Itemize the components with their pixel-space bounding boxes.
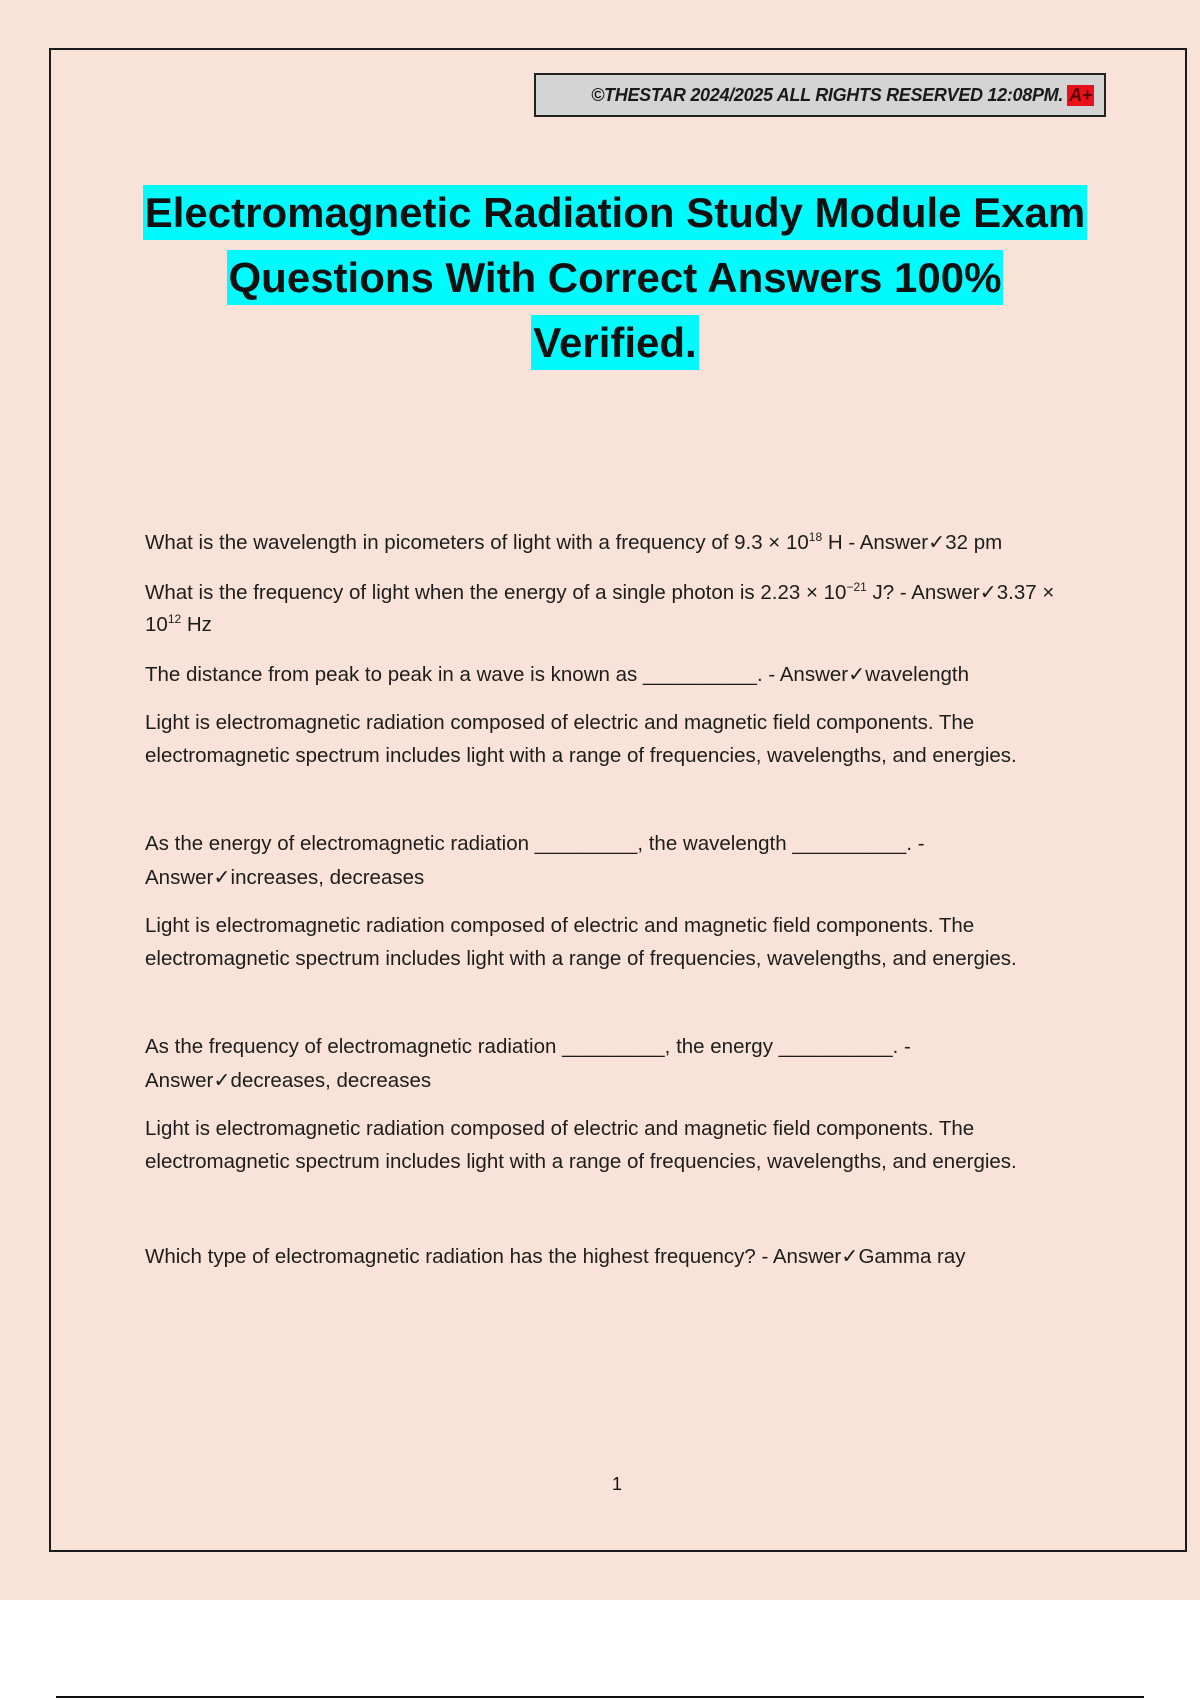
page-number: 1	[611, 1474, 622, 1494]
question-6-text: Which type of electromagnetic radiation has the highest frequency? - Answer	[145, 1245, 842, 1268]
question-5-text: As the frequency of electromagnetic radiation _________, the energy __________. - Answer	[145, 1035, 911, 1092]
question-5-answer: decreases, decreases	[230, 1068, 432, 1092]
check-icon: ✓	[213, 1067, 231, 1092]
question-3-answer: wavelength	[865, 662, 970, 686]
check-icon: ✓	[979, 579, 997, 604]
qa-content	[145, 526, 1085, 1290]
explanation-3: Light is electromagnetic radiation composed of electric and magnetic field components. The electromagnetic spectrum includes light with a range of frequencies, wavelengths, and energies.	[145, 1117, 1017, 1173]
copyright-header	[534, 73, 1106, 117]
question-4	[145, 828, 1085, 894]
explanation-2: Light is electromagnetic radiation composed of electric and magnetic field components. The electromagnetic spectrum includes light with a range of frequencies, wavelengths, and energies.	[145, 914, 1017, 970]
question-2	[145, 576, 1085, 642]
grade-badge: A+	[1069, 84, 1092, 105]
document-title	[110, 180, 1120, 375]
question-1-answer: 32 pm	[945, 531, 1003, 554]
check-icon: ✓	[928, 530, 946, 554]
explanation-1: Light is electromagnetic radiation composed of electric and magnetic field components. The electromagnetic spectrum includes light with a range of frequencies, wavelengths, and energies.	[145, 711, 1017, 767]
question-5	[145, 1031, 1085, 1097]
question-4-answer: increases, decreases	[230, 865, 425, 889]
question-2-answer-label: J? - Answer	[866, 580, 980, 604]
question-3-text: The distance from peak to peak in a wave is known as __________. - Answer	[145, 662, 849, 686]
question-1-answer-label: H - Answer	[822, 531, 929, 554]
footer-divider	[56, 1696, 1144, 1698]
question-1	[145, 526, 1085, 560]
question-4-text: As the energy of electromagnetic radiation _________, the wavelength __________. - Answer	[145, 832, 925, 889]
title-line-2: Questions With Correct Answers 100%	[227, 250, 1004, 305]
spacer	[145, 772, 1085, 828]
question-3	[145, 658, 1085, 692]
question-2-answer-exponent: 12	[167, 612, 182, 627]
title-line-3: Verified.	[531, 315, 698, 370]
spacer	[145, 975, 1085, 1031]
question-2-exponent: −21	[846, 579, 867, 594]
title-line-1: Electromagnetic Radiation Study Module Exam	[143, 185, 1088, 240]
question-2-answer: 3.37 × 10	[145, 580, 1055, 636]
question-2-text: What is the frequency of light when the energy of a single photon is 2.23 × 10	[145, 580, 847, 604]
question-1-text: What is the wavelength in picometers of light with a frequency of 9.3 × 10	[145, 531, 809, 554]
check-icon: ✓	[213, 864, 231, 889]
check-icon: ✓	[841, 1244, 859, 1268]
check-icon: ✓	[848, 661, 866, 686]
question-2-answer-unit: Hz	[181, 613, 212, 636]
question-6-answer: Gamma ray	[858, 1245, 966, 1268]
question-6	[145, 1240, 1085, 1274]
copyright-text: ©THESTAR 2024/2025 ALL RIGHTS RESERVED 12:08PM.	[591, 84, 1064, 105]
spacer	[145, 1178, 1085, 1240]
question-1-exponent: 18	[808, 530, 823, 545]
